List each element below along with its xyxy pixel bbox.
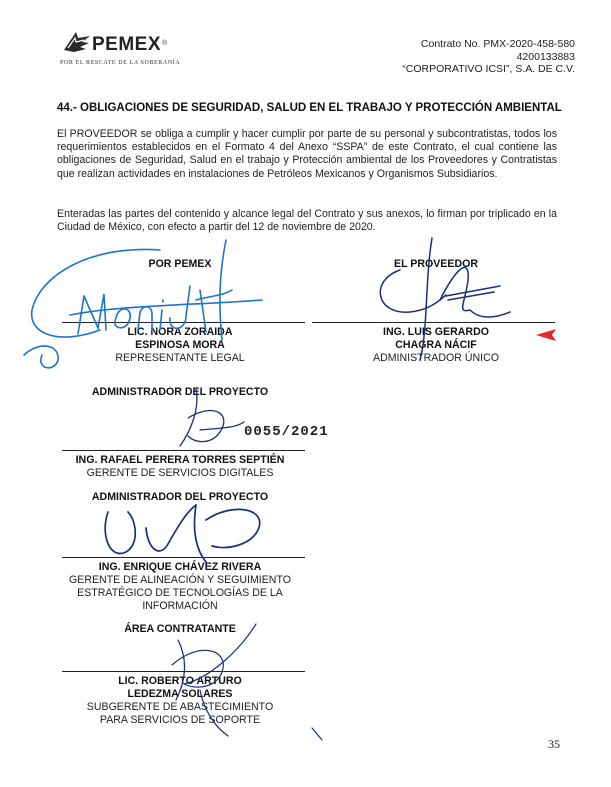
pemex-signature-heading: POR PEMEX — [148, 258, 212, 270]
section-paragraph-1: El PROVEEDOR se obliga a cumplir y hacer cumplir por parte de su personal y subcontratistas, todos los requerimientos establecidos en el Formato 4 del Anexo “SSPA” de este Contrato, el cual contiene las obligaciones de Seguridad, Salud en el trabajo y Protección ambiental de los Proveedores y Contratistas que realizan actividades en instalaciones de Petróleos Mexicanos y Organismos Subsidiarios. — [57, 128, 557, 180]
admin1-signature-line — [62, 450, 305, 451]
contract-number: Contrato No. PMX-2020-458-580 — [420, 38, 575, 50]
admin2-signer-role-3: INFORMACIÓN — [142, 600, 218, 612]
pemex-signer-name-1: LIC. NORA ZORAIDA — [127, 326, 233, 338]
registered-mark: ® — [162, 40, 168, 47]
provider-signature-line — [312, 322, 555, 323]
pemex-signature-line — [62, 322, 305, 323]
provider-signer-name-1: ING. LUIS GERARDO — [383, 326, 489, 338]
area-signer-role-2: PARA SERVICIOS DE SOPORTE — [99, 714, 261, 726]
red-arrow-icon — [536, 329, 556, 341]
admin2-signature-line — [62, 557, 305, 558]
page-number: 35 — [548, 737, 560, 751]
pemex-logo-text: PEMEX — [92, 34, 162, 55]
pemex-signer-role: REPRESENTANTE LEGAL — [115, 352, 245, 364]
provider-signer-role: ADMINISTRADOR ÚNICO — [373, 352, 499, 364]
section-title: 44.- OBLIGACIONES DE SEGURIDAD, SALUD EN EL TRABAJO Y PROTECCIÓN AMBIENTAL — [57, 102, 562, 114]
admin2-signer-name: ING. ENRIQUE CHÁVEZ RIVERA — [98, 561, 262, 573]
logo-tagline: POR EL RESCATE DE LA SOBERANÍA — [60, 60, 181, 66]
provider-signature-heading: EL PROVEEDOR — [394, 258, 478, 270]
section-paragraph-2: Enteradas las partes del contenido y alcance legal del Contrato y sus anexos, lo firman por triplicado en la Ciudad de México, con efecto a partir del 12 de noviembre de 2020. — [57, 208, 557, 234]
contract-id: 4200133883 — [516, 51, 575, 63]
pemex-signer-name-2: ESPINOSA MORA — [135, 339, 225, 351]
admin2-signer-role-2: ESTRATÉGICO DE TECNOLOGÍAS DE LA — [77, 587, 283, 599]
area-signature-line — [62, 671, 305, 672]
admin2-signature-heading: ADMINISTRADOR DEL PROYECTO — [91, 491, 269, 503]
admin1-stamp-number: 0055/2021 — [244, 424, 329, 440]
admin2-signer-role-1: GERENTE DE ALINEACIÓN Y SEGUIMIENTO — [69, 574, 291, 586]
admin1-signer-name: ING. RAFAEL PERERA TORRES SEPTIÉN — [75, 454, 285, 466]
provider-signer-name-2: CHAGRA NÁCIF — [395, 339, 477, 351]
signature-enrique-chavez — [105, 505, 260, 562]
company-name: “CORPORATIVO ICSI”, S.A. DE C.V. — [402, 63, 575, 75]
area-signature-heading: ÁREA CONTRATANTE — [124, 623, 236, 635]
area-signer-role-1: SUBGERENTE DE ABASTECIMIENTO — [86, 701, 274, 713]
admin1-signer-role: GERENTE DE SERVICIOS DIGITALES — [86, 467, 274, 479]
admin1-signature-heading: ADMINISTRADOR DEL PROYECTO — [91, 386, 269, 398]
area-signer-name-1: LIC. ROBERTO ARTURO — [118, 675, 242, 687]
pemex-eagle-icon — [62, 30, 92, 54]
area-signer-name-2: LEDEZMA SOLARES — [127, 688, 233, 700]
